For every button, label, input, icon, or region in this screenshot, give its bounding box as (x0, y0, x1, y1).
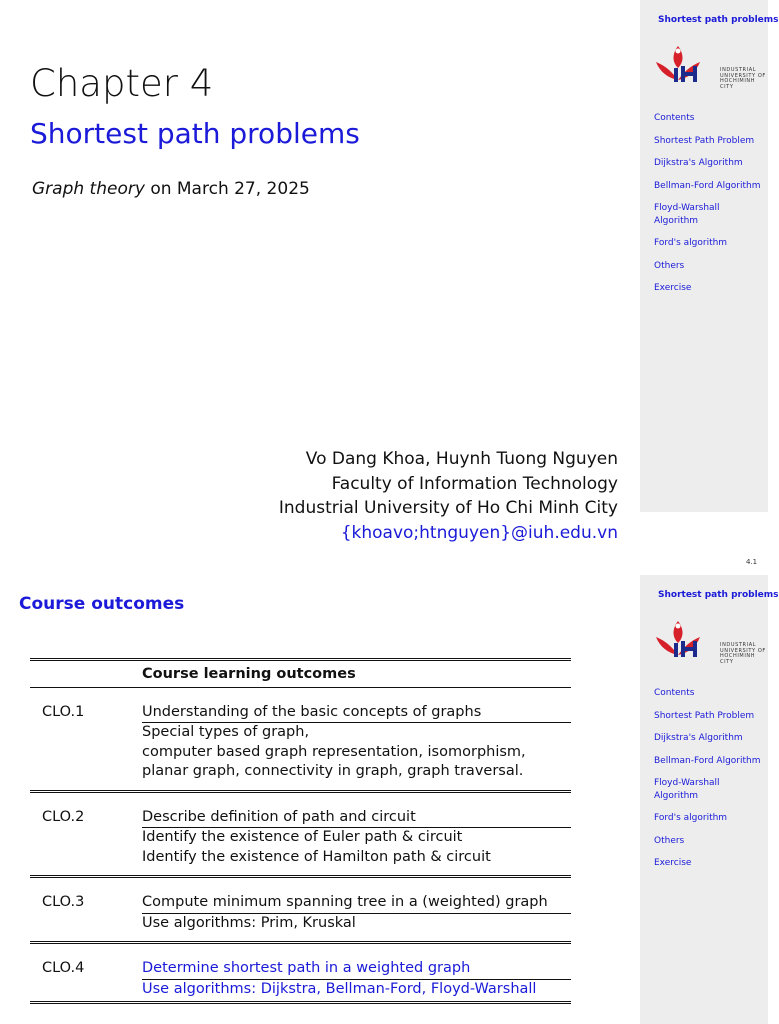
sidebar-nav (654, 112, 764, 305)
table-header-row (30, 660, 571, 688)
outcomes-table (30, 658, 571, 1004)
sidebar-item-contents[interactable]: Contents (654, 688, 695, 698)
clo-detail: planar graph, connectivity in graph, graph traversal. (142, 763, 524, 779)
sidebar (640, 0, 779, 512)
chapter-heading: Chapter 4 (30, 62, 214, 105)
logo-emblem-icon (650, 42, 720, 94)
clo-main: Understanding of the basic concepts of graphs (142, 687, 571, 723)
clo-detail: Identify the existence of Euler path & circuit (142, 829, 463, 845)
clo-detail: Special types of graph, (142, 724, 310, 740)
clo-detail: Use algorithms: Prim, Kruskal (142, 914, 356, 931)
clo-detail-highlighted: Use algorithms: Dijkstra, Bellman-Ford, Floyd-Warshall (142, 979, 571, 1003)
sidebar-item-contents[interactable]: Contents (654, 113, 695, 123)
sidebar-item-shortest-path-problem[interactable]: Shortest Path Problem (654, 135, 755, 146)
sidebar-item-shortest-path-problem[interactable]: Shortest Path Problem (654, 710, 755, 721)
table-header: Course learning outcomes (142, 660, 571, 688)
frame-title: Course outcomes (19, 594, 185, 614)
logo-text: INDUSTRIAL UNIVERSITY OF HOCHIMINH CITY (720, 67, 766, 90)
sidebar-item-dijkstra[interactable]: Dijkstra's Algorithm (654, 733, 743, 743)
sidebar-item-floyd-warshall[interactable]: Floyd-Warshall Algorithm (654, 203, 720, 226)
clo-main: Compute minimum spanning tree in a (weighted) graph (142, 877, 571, 914)
clo-id: CLO.2 (30, 791, 142, 828)
page-number: 4.1 (746, 558, 758, 566)
course-outcomes-slide (0, 575, 779, 1024)
table-row (30, 943, 571, 980)
sidebar (640, 575, 779, 1024)
sidebar-item-bellman-ford[interactable]: Bellman-Ford Algorithm (654, 180, 761, 191)
sidebar-title[interactable]: Shortest path problems (658, 590, 779, 600)
author-email-link[interactable]: {khoavo;htnguyen}@iuh.edu.vn (340, 522, 618, 543)
sidebar-item-dijkstra[interactable]: Dijkstra's Algorithm (654, 158, 743, 168)
course-date-line (32, 179, 310, 199)
clo-detail: computer based graph representation, isomorphism, (142, 743, 526, 760)
faculty-name: Faculty of Information Technology (331, 473, 618, 494)
logo-text: INDUSTRIAL UNIVERSITY OF HOCHIMINH CITY (720, 642, 766, 665)
table-row (30, 723, 571, 743)
table-row (30, 979, 571, 1003)
clo-main: Describe definition of path and circuit (142, 791, 571, 828)
slide-subtitle: Shortest path problems (30, 117, 360, 150)
university-logo (650, 42, 768, 94)
table-row (30, 791, 571, 828)
sidebar-item-floyd-warshall[interactable]: Floyd-Warshall Algorithm (654, 778, 720, 801)
sidebar-item-ford[interactable]: Ford's algorithm (654, 238, 728, 248)
presentation-date: on March 27, 2025 (150, 179, 310, 199)
clo-main-highlighted: Determine shortest path in a weighted graph (142, 943, 571, 980)
table-row (30, 828, 571, 848)
sidebar-title[interactable]: Shortest path problems (658, 15, 779, 25)
author-names: Vo Dang Khoa, Huynh Tuong Nguyen (305, 449, 618, 469)
sidebar-item-bellman-ford[interactable]: Bellman-Ford Algorithm (654, 755, 761, 766)
clo-id: CLO.4 (30, 943, 142, 980)
table-row (30, 743, 571, 763)
sidebar-nav (654, 687, 764, 880)
logo-emblem-icon (650, 617, 720, 669)
course-name: Graph theory (32, 179, 145, 199)
university-logo (650, 617, 768, 669)
table-row (30, 762, 571, 791)
clo-id: CLO.3 (30, 877, 142, 914)
author-block (279, 447, 618, 545)
clo-detail: Identify the existence of Hamilton path & circuit (142, 848, 491, 865)
table-row (30, 687, 571, 723)
table-row (30, 913, 571, 943)
sidebar-item-ford[interactable]: Ford's algorithm (654, 813, 728, 823)
sidebar-item-others[interactable]: Others (654, 835, 685, 846)
sidebar-item-exercise[interactable]: Exercise (654, 858, 692, 868)
table-row (30, 848, 571, 877)
table-row (30, 877, 571, 914)
clo-id: CLO.1 (42, 703, 85, 720)
university-name: Industrial University of Ho Chi Minh City (278, 498, 618, 518)
sidebar-item-exercise[interactable]: Exercise (654, 283, 692, 293)
sidebar-item-others[interactable]: Others (654, 260, 685, 271)
